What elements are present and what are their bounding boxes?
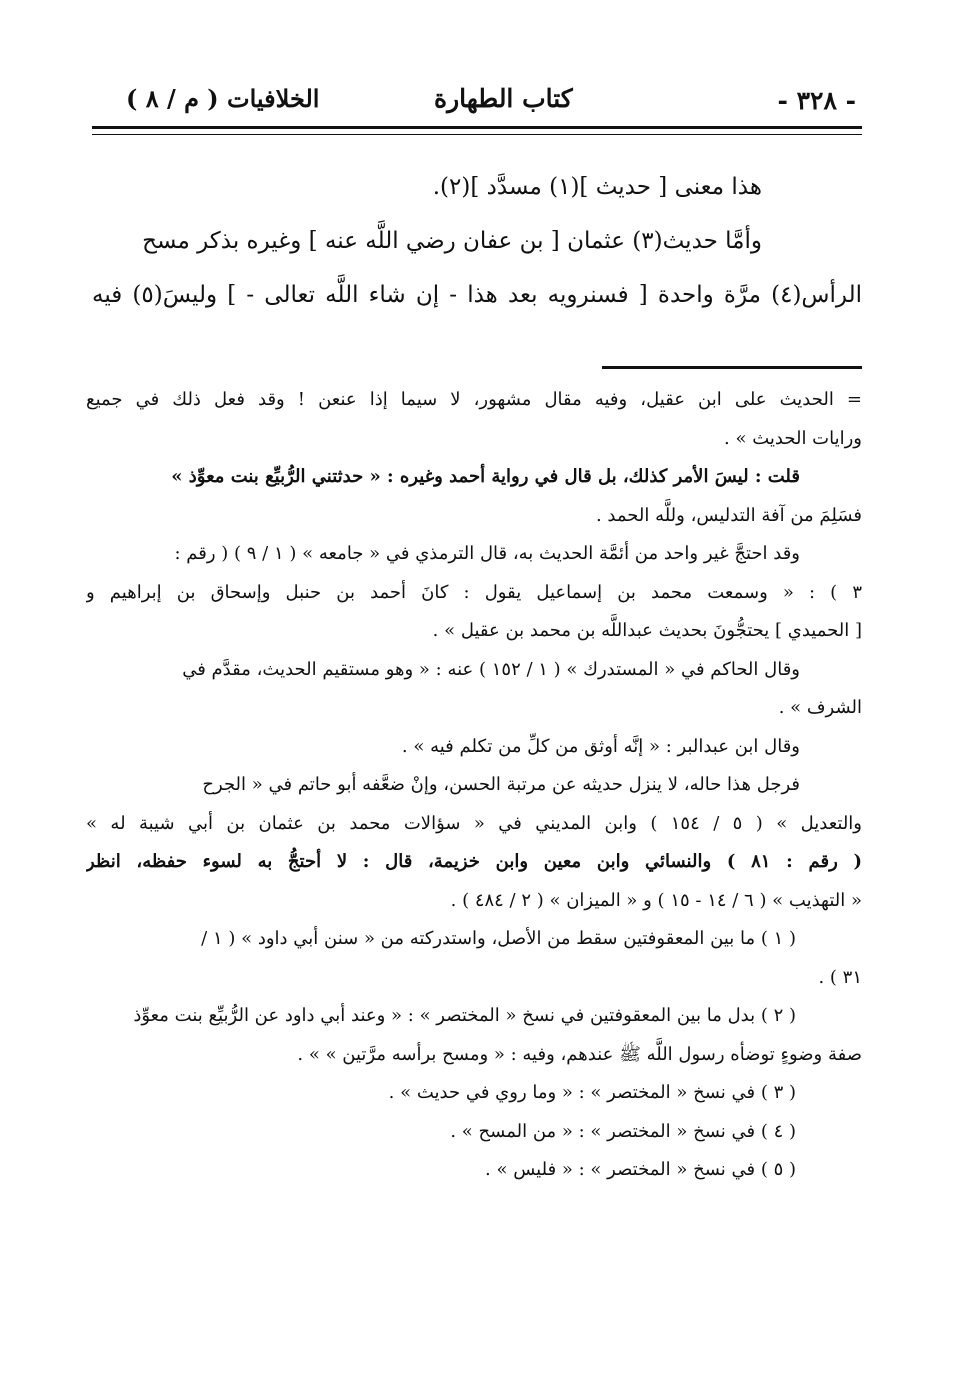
main-line: الرأس(٤) مرَّة واحدة [ فسنرويه بعد هذا - إن شاء اللَّه تعالى - ] وليسَ(٥) فيه <box>92 282 862 308</box>
footnote-line: ( ٤ ) في نسخ « المختصر » : « من المسح » . <box>450 1120 796 1142</box>
footnote-line: فسَلِمَ من آفة التدليس، وللَّه الحمد . <box>595 504 862 526</box>
page-header <box>92 78 862 118</box>
footnote-line: = الحديث على ابن عقيل، وفيه مقال مشهور، لا سيما إذا عنعن ! وقد فعل ذلك في جميع <box>86 389 862 410</box>
footnote-line: والتعديل » ( ٥ / ١٥٤ ) وابن المديني في « سؤالات محمد بن عثمان بن أبي شيبة له » <box>86 812 862 834</box>
book-title: كتاب الطهارة <box>434 84 573 113</box>
footnote-line: ( ٥ ) في نسخ « المختصر » : « فليس » . <box>485 1159 796 1180</box>
footnote-line: « التهذيب » ( ٦ / ١٤ - ١٥ ) و « الميزان » ( ٢ / ٤٨٤ ) . <box>450 889 862 911</box>
footnote-line: وقال ابن عبدالبر : « إنَّه أوثق من كلِّ من تكلم فيه » . <box>401 735 800 757</box>
footnote-line: فرجل هذا حاله، لا ينزل حديثه عن مرتبة الحسن، وإنْ ضعَّفه أبو حاتم في « الجرح <box>202 774 800 795</box>
footnote-line: ٣ ) : « وسمعت محمد بن إسماعيل يقول : كانَ أحمد بن حنبل وإسحاق بن إبراهيم و <box>86 581 862 603</box>
footnote-line: ورايات الحديث » . <box>724 427 862 449</box>
main-text <box>92 160 862 322</box>
page-number: - ٣٢٨ - <box>777 86 856 115</box>
footnote-line: وقال الحاكم في « المستدرك » ( ١ / ١٥٢ ) عنه : « وهو مستقيم الحديث، مقدَّم في <box>182 658 800 680</box>
main-line: وأمَّا حديث(٣) عثمان [ بن عفان رضي اللَّه عنه ] وغيره بذكر مسح <box>142 228 762 254</box>
footnote-separator <box>602 366 862 369</box>
footnote-line: قلت : ليسَ الأمر كذلك، بل قال في رواية أحمد وغيره : « حدثتني الرُّبيِّع بنت معوِّذ » <box>171 466 800 487</box>
section-title: الخلافيات ( م / ٨ ) <box>126 84 320 113</box>
footnote-line: ٣١ ) . <box>818 966 862 988</box>
footnotes <box>86 381 862 1190</box>
footnote-line: ( رقم : ٨١ ) والنسائي وابن معين وابن خزيمة، قال : لا أحتجُّ به لسوء حفظه، انظر <box>86 851 862 872</box>
footnote-line: ( ٣ ) في نسخ « المختصر » : « وما روي في حديث » . <box>388 1082 796 1103</box>
footnote-line: الشرف » . <box>778 697 862 718</box>
footnote-line: [ الحميدي ] يحتجُّونَ بحديث عبداللَّه بن محمد بن عقيل » . <box>432 620 862 641</box>
footnote-line: صفة وضوءٍ توضأه رسول اللَّه ﷺ عندهم، وفيه : « ومسح برأسه مرَّتين » » . <box>297 1043 862 1065</box>
main-line: هذا معنى [ حديث ](١) مسدَّد ](٢). <box>432 174 762 200</box>
footnote-line: وقد احتجَّ غير واحد من أئمَّة الحديث به، قال الترمذي في « جامعه » ( ١ / ٩ ) ( رقم : <box>174 543 800 564</box>
header-rule-thick <box>92 126 862 129</box>
footnote-line: ( ١ ) ما بين المعقوفتين سقط من الأصل، واستدركته من « سنن أبي داود » ( ١ / <box>201 928 796 949</box>
footnote-line: ( ٢ ) بدل ما بين المعقوفتين في نسخ « المختصر » : « وعند أبي داود عن الرُّبيِّع بنت معوِّذ <box>133 1005 796 1026</box>
header-rule-thin <box>92 134 862 135</box>
